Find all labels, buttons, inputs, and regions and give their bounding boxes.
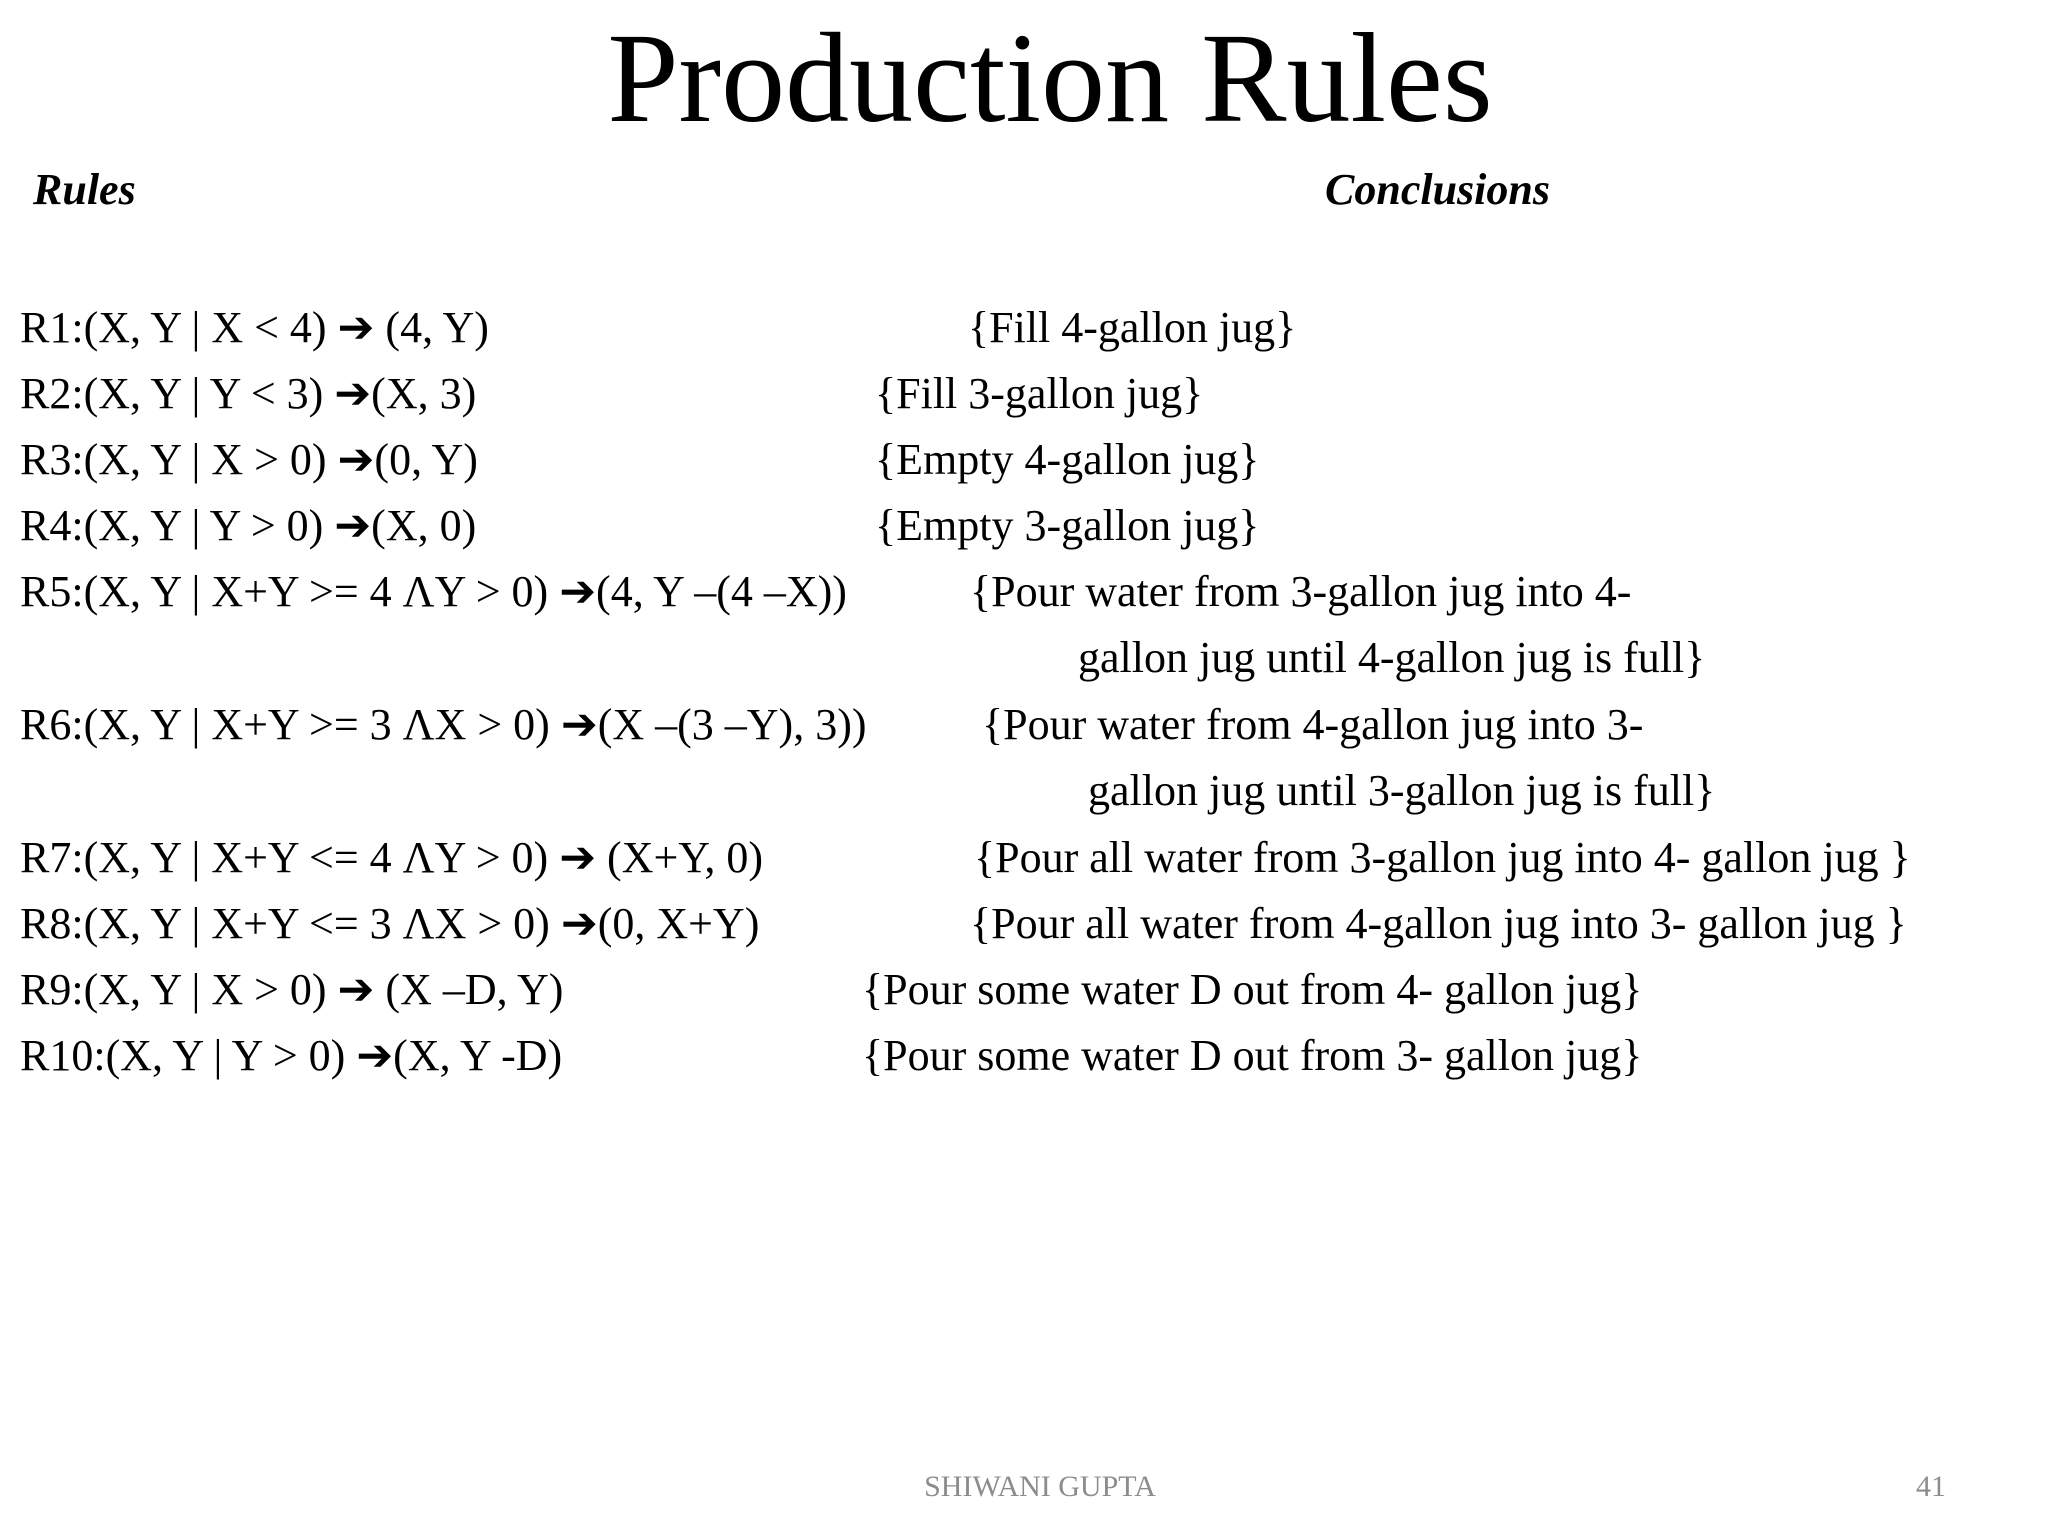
conclusion-r4: {Empty 3-gallon jug} [875, 501, 1260, 550]
rule-r1: R1:(X, Y | X < 4) ➔ (4, Y) [20, 303, 489, 352]
rule-r10: R10:(X, Y | Y > 0) ➔(X, Y -D) [20, 1031, 563, 1080]
rule-r6: R6:(X, Y | X+Y >= 3 ΛX > 0) ➔(X –(3 –Y), 3)) [20, 700, 867, 749]
conclusion-r3: {Empty 4-gallon jug} [875, 435, 1260, 484]
conclusion-r6: {Pour water from 4-gallon jug into 3- [982, 700, 1644, 749]
conclusions-column-header: Conclusions [1325, 165, 1550, 214]
rule-r3: R3:(X, Y | X > 0) ➔(0, Y) [20, 435, 478, 484]
conclusion-r5-continued: gallon jug until 4-gallon jug is full} [1078, 633, 1706, 682]
conclusion-r1: {Fill 4-gallon jug} [968, 303, 1297, 352]
rule-r2: R2:(X, Y | Y < 3) ➔(X, 3) [20, 369, 477, 418]
conclusion-r5: {Pour water from 3-gallon jug into 4- [970, 567, 1632, 616]
conclusion-r7: {Pour all water from 3-gallon jug into 4- gallon jug } [974, 833, 1911, 882]
page-number: 41 [1916, 1470, 1946, 1503]
conclusion-r2: {Fill 3-gallon jug} [875, 369, 1204, 418]
conclusion-r8: {Pour all water from 4-gallon jug into 3- gallon jug } [970, 899, 1907, 948]
conclusion-r10: {Pour some water D out from 3- gallon jug} [862, 1031, 1643, 1080]
rule-r5: R5:(X, Y | X+Y >= 4 ΛY > 0) ➔(4, Y –(4 –X)) [20, 567, 847, 616]
rule-r7: R7:(X, Y | X+Y <= 4 ΛY > 0) ➔ (X+Y, 0) [20, 833, 764, 882]
conclusion-r6-continued: gallon jug until 3-gallon jug is full} [1088, 766, 1716, 815]
rule-r9: R9:(X, Y | X > 0) ➔ (X –D, Y) [20, 965, 564, 1014]
rule-r8: R8:(X, Y | X+Y <= 3 ΛX > 0) ➔(0, X+Y) [20, 899, 760, 948]
rules-column-header: Rules [33, 165, 136, 214]
slide-title: Production Rules [607, 7, 1493, 149]
footer-author: SHIWANI GUPTA [924, 1470, 1156, 1503]
rule-r4: R4:(X, Y | Y > 0) ➔(X, 0) [20, 501, 477, 550]
conclusion-r9: {Pour some water D out from 4- gallon jug} [862, 965, 1643, 1014]
